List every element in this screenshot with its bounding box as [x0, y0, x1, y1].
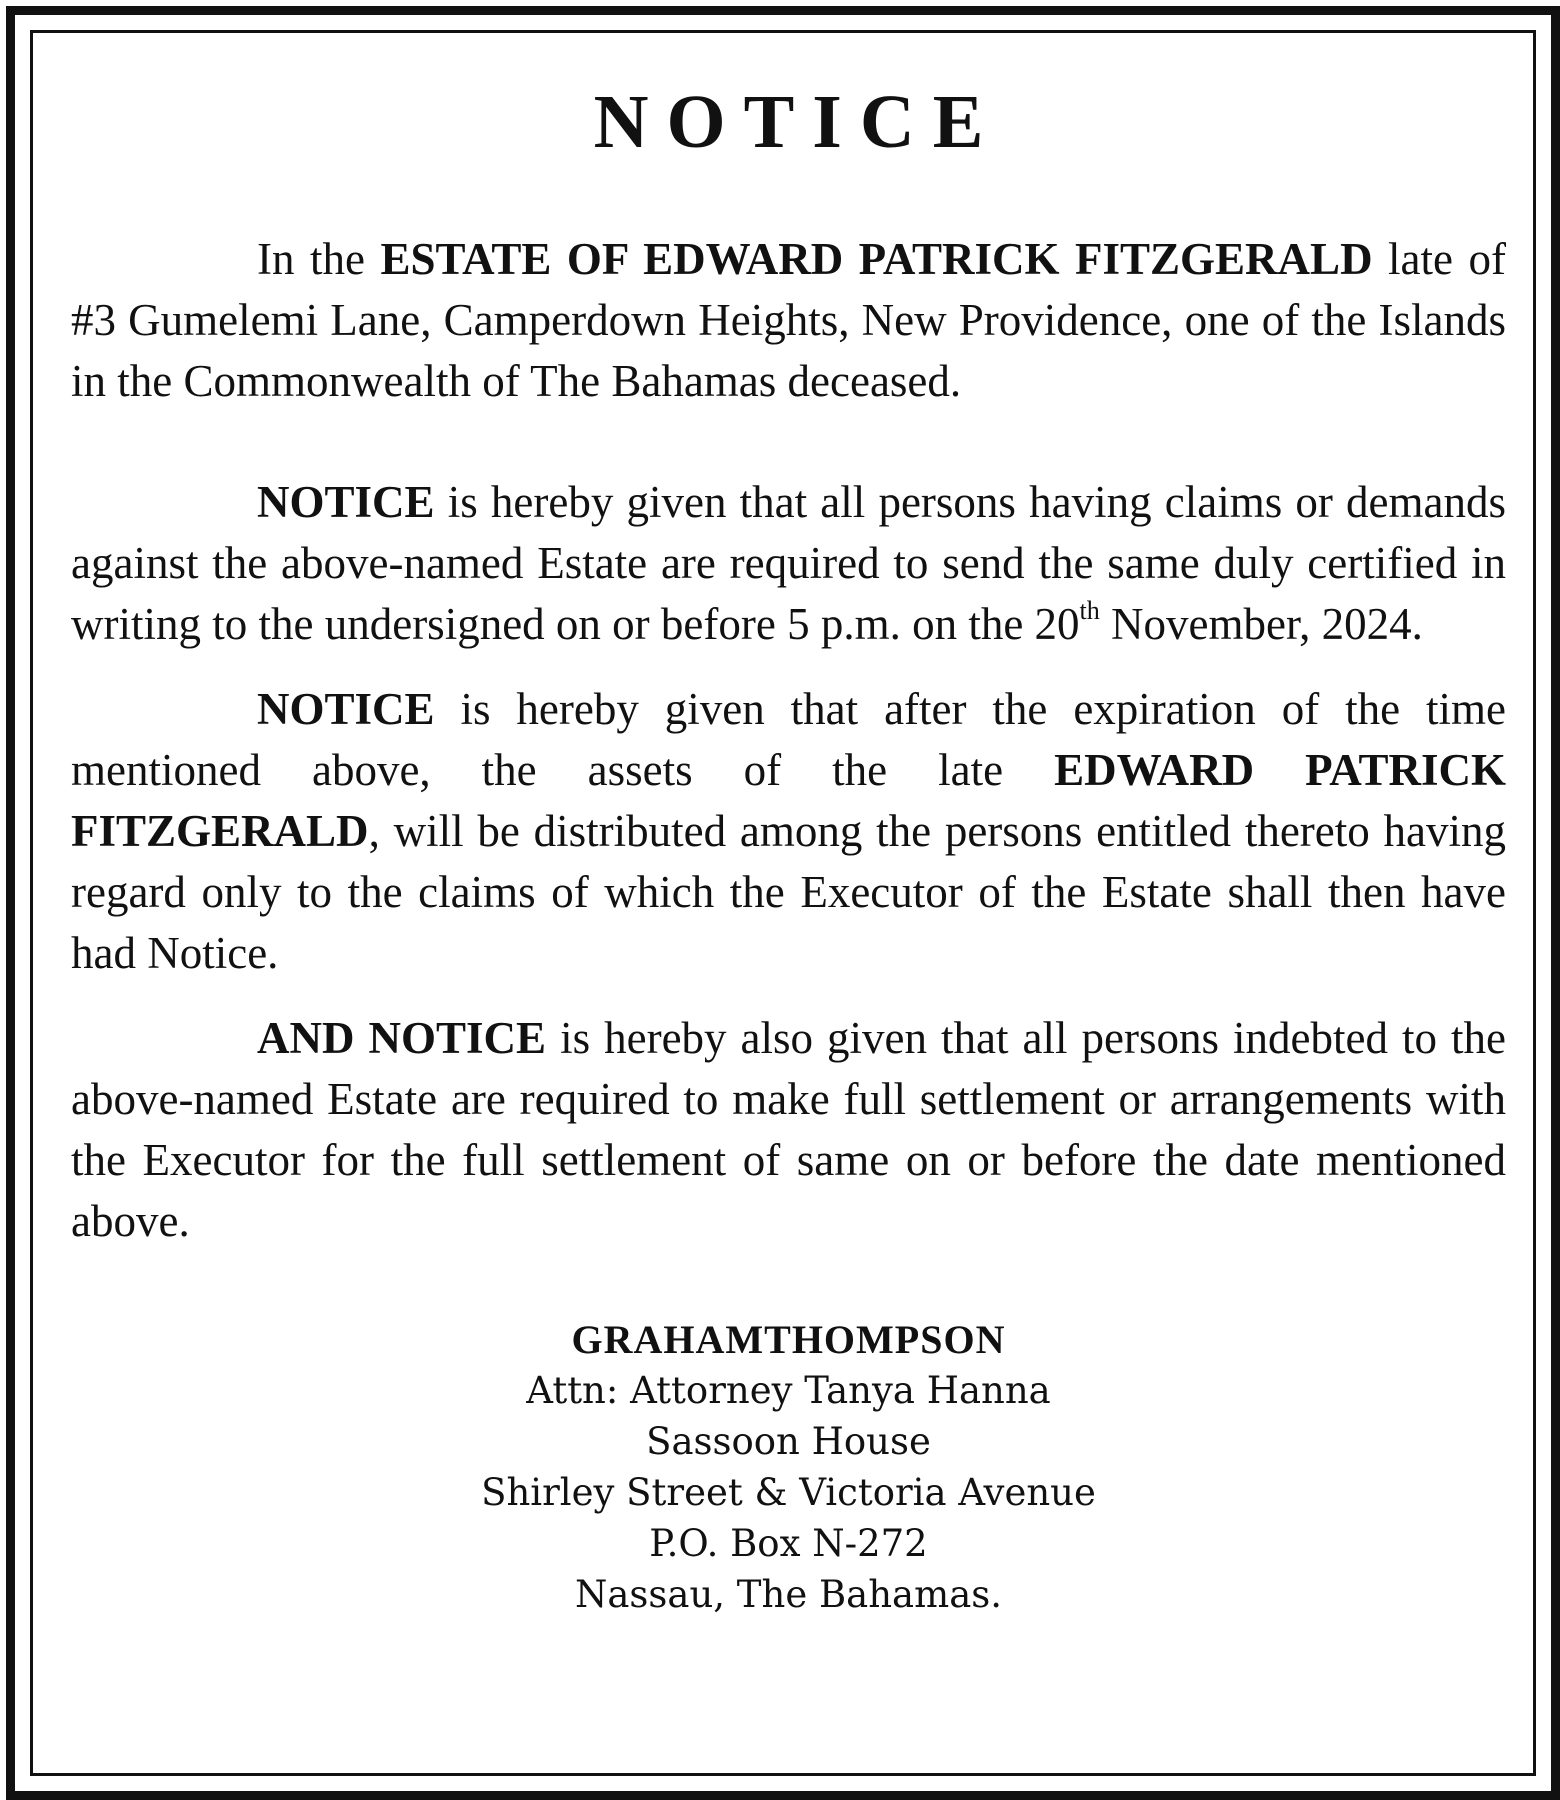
signature-block — [71, 1314, 1506, 1620]
deceased-name: EDWARD PATRICK FITZGERALD — [71, 745, 1506, 856]
attention-line: Attn: Attorney Tanya Hanna — [526, 1369, 1051, 1412]
notice-title: NOTICE — [593, 80, 1002, 164]
notice-keyword: AND NOTICE — [257, 1013, 547, 1063]
firm-name: GRAHAMTHOMPSON — [571, 1317, 1006, 1362]
building-line: Sassoon House — [646, 1420, 931, 1463]
inner-border — [30, 30, 1536, 1776]
notice-keyword: NOTICE — [257, 477, 435, 527]
text: is hereby given that after the expiration of the time mentioned above, the assets of the late — [71, 684, 1506, 795]
estate-name: ESTATE OF EDWARD PATRICK FITZGERALD — [380, 234, 1373, 284]
paragraph-indebted — [71, 1008, 1506, 1252]
paragraph-estate — [71, 229, 1506, 412]
paragraph-distribution — [71, 679, 1506, 984]
paragraph-claims — [71, 472, 1506, 655]
text: late of #3 Gumelemi Lane, Camperdown Heights, New Providence, one of the Islands in the Commonwealth of The Bahamas deceased. — [71, 234, 1506, 406]
outer-border — [6, 6, 1560, 1800]
text: is hereby also given that all persons indebted to the above-named Estate are required to make full settlement or arrangements with the Executor for the full settlement of same on or before the date mentioned above. — [71, 1013, 1506, 1246]
text: , will be distributed among the persons entitled thereto having regard only to the claims of which the Executor of the Estate shall then have had Notice. — [71, 806, 1506, 978]
city-line: Nassau, The Bahamas. — [574, 1573, 1003, 1616]
street-line: Shirley Street & Victoria Avenue — [481, 1471, 1096, 1514]
text: November, 2024. — [1099, 599, 1423, 649]
ordinal-suffix: th — [1079, 596, 1100, 625]
po-box-line: P.O. Box N-272 — [649, 1522, 928, 1565]
notice-content — [71, 33, 1506, 1620]
text: In the — [257, 234, 381, 284]
text: is hereby given that all persons having claims or demands against the above-named Estate are required to send the same duly certified in writing to the undersigned on or before 5 p.m. on the 20 — [71, 477, 1506, 649]
notice-keyword: NOTICE — [257, 684, 435, 734]
